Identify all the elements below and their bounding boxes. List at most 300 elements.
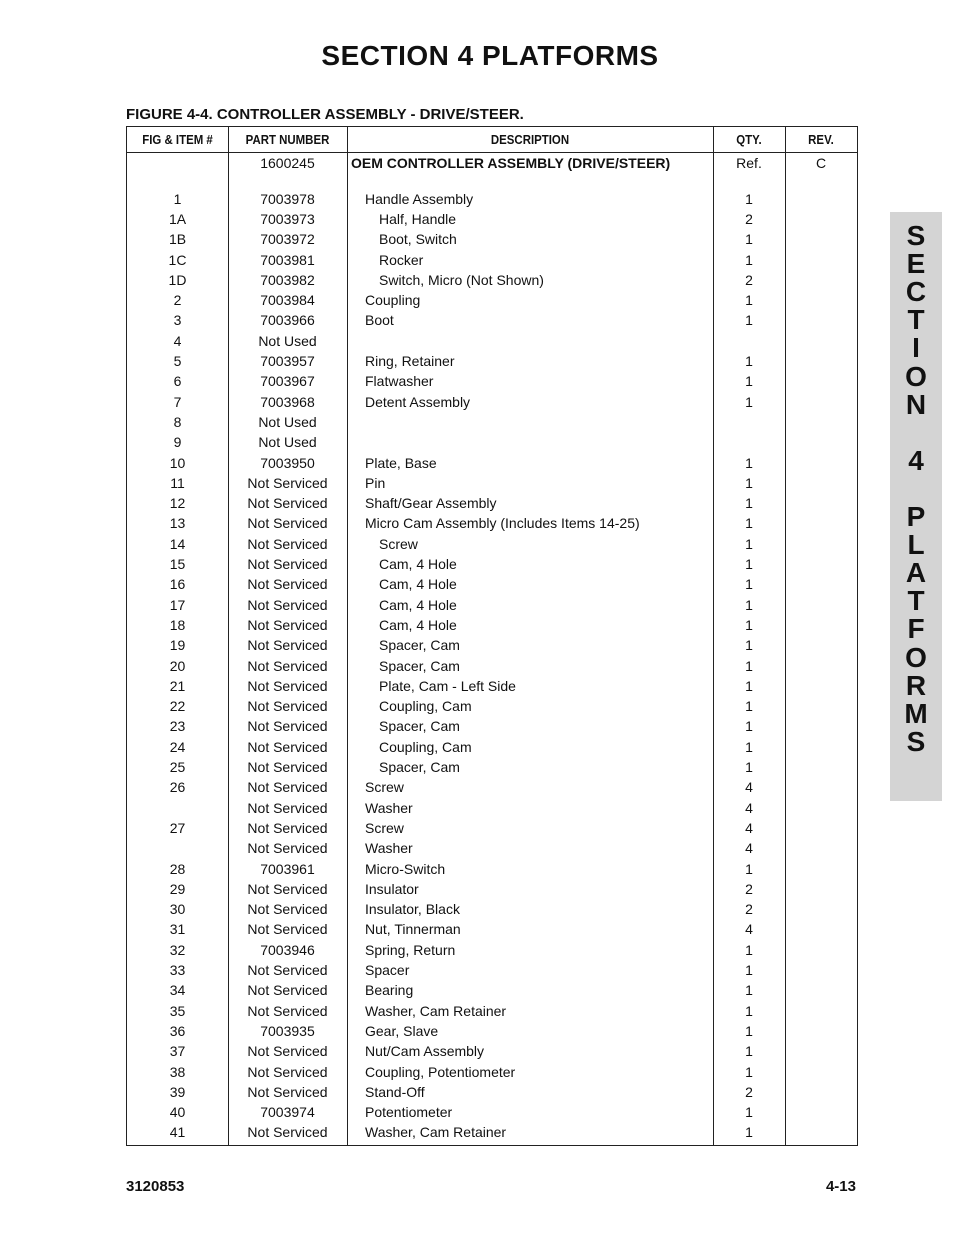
cell-part-number: Not Serviced (247, 698, 328, 715)
side-tab-letter: S (906, 220, 926, 251)
cell-rev (785, 838, 857, 858)
cell-rev (785, 818, 857, 838)
table-row (127, 716, 857, 736)
cell-fig-item: 6 (173, 373, 182, 390)
table-row (127, 940, 857, 960)
cell-part-number: Not Serviced (247, 495, 328, 512)
cell-part-number: Not Used (258, 413, 317, 430)
cell-description: OEM CONTROLLER ASSEMBLY (DRIVE/STEER) (351, 155, 671, 171)
cell-rev (785, 250, 857, 270)
cell-qty: 1 (745, 292, 753, 309)
header-part-number: PART NUMBER (245, 132, 330, 147)
table-row (127, 798, 857, 818)
table-row (127, 1001, 857, 1021)
table-row (127, 1102, 857, 1122)
cell-description (347, 412, 731, 432)
cell-part-number: Not Used (258, 434, 317, 451)
table-row (127, 737, 857, 757)
cell-description: Cam, 4 Hole (379, 556, 457, 572)
table-row (127, 473, 857, 493)
cell-description: Boot, Switch (379, 231, 457, 248)
parts-table (126, 126, 858, 1146)
cell-part-number: Not Serviced (247, 819, 328, 836)
cell-part-number: Not Serviced (247, 759, 328, 775)
cell-qty (713, 331, 785, 351)
cell-fig-item: 25 (169, 759, 186, 775)
cell-description: Screw (379, 535, 418, 552)
cell-description (347, 331, 731, 351)
cell-rev (785, 493, 857, 513)
table-row (127, 290, 857, 310)
cell-fig-item: 12 (169, 495, 186, 512)
cell-part-number: 7003950 (260, 454, 315, 471)
cell-rev (785, 656, 857, 676)
cell-part-number: Not Serviced (247, 1043, 328, 1060)
cell-rev (785, 798, 857, 818)
cell-fig-item: 20 (169, 657, 186, 674)
table-row (127, 1021, 857, 1041)
header-rev: REV. (808, 132, 834, 147)
side-tab-letter: N (905, 388, 927, 420)
cell-rev (785, 757, 857, 777)
cell-part-number: 7003935 (260, 1022, 315, 1039)
cell-part-number: 7003957 (260, 353, 315, 369)
table-row (127, 879, 857, 899)
page-title: SECTION 4 PLATFORMS (321, 40, 659, 71)
cell-description: Nut/Cam Assembly (365, 1043, 485, 1060)
cell-fig-item: 15 (169, 556, 186, 572)
cell-part-number: 7003967 (260, 373, 315, 390)
cell-qty: 1 (745, 231, 753, 248)
cell-part-number: 7003972 (260, 231, 315, 248)
cell-description: Handle Assembly (365, 190, 474, 207)
cell-description: Cam, 4 Hole (379, 616, 457, 633)
cell-rev (785, 595, 857, 615)
cell-part-number: 7003974 (260, 1104, 315, 1121)
cell-fig-item: 4 (173, 332, 182, 349)
cell-part-number: Not Serviced (247, 616, 328, 633)
table-row (127, 392, 857, 412)
cell-part-number: Not Serviced (247, 840, 328, 857)
cell-fig-item: 39 (169, 1083, 186, 1100)
cell-description: Plate, Base (365, 454, 437, 471)
cell-fig-item: 1B (168, 231, 187, 248)
cell-description: Ring, Retainer (365, 353, 455, 369)
cell-qty: 1 (745, 312, 753, 329)
cell-fig-item: 38 (169, 1063, 186, 1080)
cell-qty: 1 (745, 982, 753, 999)
cell-description: Spacer, Cam (379, 718, 460, 735)
cell-qty: 4 (745, 840, 753, 857)
cell-rev (785, 270, 857, 290)
cell-part-number: 7003966 (260, 312, 315, 329)
cell-qty: 1 (745, 1022, 753, 1039)
cell-rev (785, 453, 857, 473)
cell-description: Plate, Cam - Left Side (379, 677, 516, 694)
cell-description: Rocker (379, 251, 424, 268)
side-tab-letter: T (907, 585, 925, 617)
cell-qty: 1 (745, 190, 753, 207)
cell-qty: 1 (745, 393, 753, 410)
cell-rev (785, 371, 857, 391)
cell-rev (785, 229, 857, 249)
cell-description: Screw (365, 779, 404, 796)
cell-part-number: 7003968 (260, 393, 315, 410)
table-row (127, 331, 857, 351)
cell-description: Gear, Slave (365, 1022, 439, 1039)
table-row (127, 818, 857, 838)
cell-rev (785, 1041, 857, 1061)
cell-part-number: Not Serviced (247, 880, 328, 897)
cell-rev (785, 351, 857, 371)
table-row (127, 1062, 857, 1082)
table-row (127, 351, 857, 371)
cell-fig-item: 16 (169, 576, 186, 593)
cell-fig-item: 37 (169, 1043, 186, 1060)
side-tab-letter: I (912, 332, 920, 364)
cell-rev (785, 331, 857, 351)
cell-qty: 1 (745, 860, 753, 877)
cell-fig-item: 14 (169, 535, 186, 552)
cell-rev (785, 473, 857, 493)
cell-rev (785, 777, 857, 797)
side-tab-letter: A (905, 557, 927, 589)
cell-rev (785, 716, 857, 736)
cell-part-number: 7003961 (260, 860, 315, 877)
cell-description: Switch, Micro (Not Shown) (379, 271, 544, 288)
table-row (127, 696, 857, 716)
cell-fig-item (127, 798, 228, 818)
cell-description: Washer (365, 840, 413, 857)
cell-rev (785, 392, 857, 412)
cell-qty: 1 (745, 657, 753, 674)
cell-qty: 1 (745, 251, 753, 268)
cell-qty: 2 (745, 1083, 753, 1100)
cell-rev (785, 554, 857, 574)
cell-fig-item: 22 (169, 698, 186, 715)
cell-rev (785, 899, 857, 919)
cell-fig-item: 11 (170, 474, 185, 491)
cell-part-number: 7003946 (260, 941, 315, 958)
cell-fig-item: 9 (173, 434, 182, 451)
cell-qty: 1 (745, 556, 753, 572)
cell-fig-item: 23 (169, 718, 186, 735)
cell-rev (785, 879, 857, 899)
cell-description: Spacer, Cam (379, 657, 460, 674)
figure-caption: FIGURE 4-4. CONTROLLER ASSEMBLY - DRIVE/STEER. (126, 106, 524, 123)
cell-part-number: 7003982 (260, 271, 315, 288)
document-number: 3120853 (126, 1178, 185, 1195)
cell-part-number: Not Serviced (247, 677, 328, 694)
cell-description: Screw (365, 819, 404, 836)
cell-qty (713, 412, 785, 432)
cell-qty: 1 (745, 596, 753, 613)
side-tab-letter: 4 (908, 444, 924, 476)
cell-description: Washer, Cam Retainer (365, 1002, 507, 1019)
side-tab-letter: S (906, 725, 926, 757)
cell-qty: 1 (745, 515, 753, 532)
cell-description: Detent Assembly (365, 393, 471, 410)
cell-rev (785, 513, 857, 533)
cell-fig-item: 2 (173, 292, 182, 309)
section-side-tab (890, 212, 942, 801)
cell-qty: 1 (745, 718, 753, 735)
cell-qty: 1 (745, 637, 753, 654)
cell-rev (785, 1082, 857, 1102)
table-row (127, 432, 857, 452)
cell-fig-item: 24 (169, 738, 186, 755)
cell-qty: 1 (745, 1002, 753, 1019)
header-description: DESCRIPTION (490, 132, 570, 147)
table-row (127, 960, 857, 980)
table-row (127, 453, 857, 473)
cell-part-number: 1600245 (260, 155, 315, 171)
cell-description: Insulator, Black (365, 901, 460, 918)
cell-part-number: Not Serviced (247, 921, 328, 938)
cell-qty: 1 (745, 373, 753, 390)
table-row (127, 859, 857, 879)
cell-rev: C (815, 155, 827, 171)
table-row (127, 919, 857, 939)
table-row (127, 513, 857, 533)
cell-rev (785, 919, 857, 939)
cell-qty: 1 (745, 535, 753, 552)
cell-fig-item: 40 (169, 1104, 186, 1121)
cell-fig-item (127, 838, 228, 858)
table-row (127, 1041, 857, 1061)
table-header (127, 127, 857, 153)
page-number: 4-13 (825, 1178, 856, 1195)
table-row (127, 595, 857, 615)
cell-description: Flatwasher (365, 373, 434, 390)
cell-part-number: Not Serviced (247, 474, 328, 491)
cell-part-number: Not Serviced (247, 982, 328, 999)
side-tab-letter: L (907, 529, 925, 561)
cell-fig-item: 28 (169, 860, 186, 877)
cell-description: Spacer (365, 962, 410, 978)
cell-description (347, 432, 731, 452)
table-row (127, 757, 857, 777)
cell-qty: 1 (745, 941, 753, 958)
cell-qty: 2 (745, 901, 753, 918)
cell-part-number: Not Serviced (247, 576, 328, 593)
table-row (127, 777, 857, 797)
cell-qty: 1 (745, 759, 753, 775)
side-tab-letter: E (906, 248, 926, 280)
cell-qty: 4 (745, 921, 753, 938)
table-row (127, 615, 857, 635)
cell-rev (785, 696, 857, 716)
header-qty: QTY. (736, 132, 762, 147)
cell-rev (785, 290, 857, 310)
cell-part-number: Not Serviced (247, 1124, 328, 1141)
cell-description: Pin (365, 474, 386, 491)
cell-part-number: Not Serviced (247, 1002, 328, 1019)
cell-part-number: Not Serviced (247, 637, 328, 654)
cell-fig-item: 29 (169, 880, 186, 897)
table-row (127, 229, 857, 249)
cell-rev (785, 412, 857, 432)
cell-description: Coupling, Cam (379, 698, 472, 715)
cell-rev (785, 1001, 857, 1021)
cell-qty: 1 (745, 1063, 753, 1080)
cell-part-number: Not Serviced (247, 596, 328, 613)
cell-qty: 1 (745, 677, 753, 694)
cell-part-number: Not Serviced (247, 657, 328, 674)
cell-fig-item: 13 (169, 515, 186, 532)
cell-fig-item: 1 (173, 190, 182, 207)
cell-fig-item: 7 (173, 393, 182, 410)
cell-description: Potentiometer (365, 1104, 453, 1121)
cell-part-number: Not Used (258, 332, 317, 349)
cell-fig-item: 18 (169, 616, 186, 633)
side-tab-letter: M (904, 697, 928, 729)
cell-qty: 1 (745, 962, 753, 978)
cell-fig-item: 3 (173, 312, 182, 329)
table-row (127, 153, 857, 173)
cell-description: Micro Cam Assembly (Includes Items 14-25) (365, 515, 640, 532)
table-row (127, 189, 857, 209)
table-row (127, 209, 857, 229)
table-row (127, 574, 857, 594)
cell-rev (785, 737, 857, 757)
cell-qty: 1 (745, 576, 753, 593)
table-row (127, 554, 857, 574)
cell-fig-item: 32 (169, 941, 186, 958)
cell-qty: 1 (745, 698, 753, 715)
cell-part-number: Not Serviced (247, 962, 328, 978)
cell-part-number: Not Serviced (247, 515, 328, 532)
cell-qty: 2 (745, 271, 753, 288)
table-row (127, 371, 857, 391)
table-row (127, 534, 857, 554)
cell-rev (785, 676, 857, 696)
cell-rev (785, 189, 857, 209)
cell-rev (785, 980, 857, 1000)
cell-part-number: Not Serviced (247, 718, 328, 735)
cell-description: Cam, 4 Hole (379, 596, 457, 613)
side-tab-letter: F (907, 613, 925, 645)
cell-qty: 1 (745, 353, 753, 369)
cell-fig-item: 34 (169, 982, 186, 999)
cell-rev (785, 635, 857, 655)
table-row (127, 310, 857, 330)
cell-description: Coupling (365, 292, 421, 309)
table-row (127, 270, 857, 290)
cell-fig-item: 27 (169, 819, 186, 836)
cell-qty: 4 (745, 819, 753, 836)
cell-description: Stand-Off (365, 1083, 425, 1100)
cell-rev (785, 940, 857, 960)
table-row (127, 656, 857, 676)
cell-qty: 4 (745, 799, 753, 816)
cell-qty: 1 (745, 454, 753, 471)
table-row (127, 899, 857, 919)
cell-description: Spacer, Cam (379, 759, 460, 775)
side-tab-letter: P (906, 501, 926, 532)
cell-description: Washer, Cam Retainer (365, 1124, 507, 1141)
cell-part-number: Not Serviced (247, 738, 328, 755)
cell-qty: 1 (745, 1104, 753, 1121)
side-tab-letter: O (905, 641, 927, 673)
cell-description: Cam, 4 Hole (379, 576, 457, 593)
cell-rev (785, 1122, 857, 1142)
cell-description: Coupling, Potentiometer (365, 1063, 516, 1080)
table-row (127, 250, 857, 270)
cell-part-number: Not Serviced (247, 535, 328, 552)
side-tab-letter: C (905, 276, 927, 308)
cell-fig-item: 26 (169, 779, 186, 796)
table-row (127, 980, 857, 1000)
cell-qty: 1 (745, 495, 753, 512)
cell-qty: 1 (745, 616, 753, 633)
cell-rev (785, 1021, 857, 1041)
cell-rev (785, 1102, 857, 1122)
cell-description: Half, Handle (379, 210, 457, 227)
cell-fig-item: 33 (169, 962, 186, 978)
cell-fig-item: 1D (168, 271, 187, 288)
cell-description: Bearing (365, 982, 414, 999)
table-row (127, 635, 857, 655)
cell-fig-item: 36 (169, 1022, 186, 1039)
cell-qty: 2 (745, 210, 753, 227)
cell-fig-item: 1A (168, 210, 187, 227)
cell-qty (713, 432, 785, 452)
cell-fig-item: 35 (169, 1002, 186, 1019)
cell-fig-item: 21 (169, 677, 186, 694)
cell-rev (785, 615, 857, 635)
cell-fig-item: 1C (168, 251, 187, 268)
cell-qty: 4 (745, 779, 753, 796)
cell-description: Insulator (365, 880, 419, 897)
cell-part-number: Not Serviced (247, 556, 328, 572)
cell-part-number: 7003978 (260, 190, 315, 207)
side-tab-letter: R (905, 669, 927, 701)
cell-rev (785, 960, 857, 980)
table-row (127, 1122, 857, 1142)
cell-qty: 1 (745, 1043, 753, 1060)
table-row (127, 493, 857, 513)
cell-fig-item: 8 (173, 413, 182, 430)
cell-rev (785, 310, 857, 330)
cell-fig-item (127, 153, 228, 173)
cell-description: Shaft/Gear Assembly (365, 495, 497, 512)
cell-part-number: Not Serviced (247, 779, 328, 796)
cell-part-number: Not Serviced (247, 799, 328, 816)
cell-qty: 1 (745, 474, 753, 491)
table-row (127, 838, 857, 858)
cell-description: Nut, Tinnerman (365, 921, 461, 938)
side-tab-letter: O (905, 360, 927, 392)
cell-qty: 1 (745, 738, 753, 755)
cell-qty: Ref. (736, 155, 762, 171)
cell-part-number: 7003973 (260, 210, 315, 227)
cell-rev (785, 1062, 857, 1082)
cell-fig-item: 31 (169, 921, 186, 938)
cell-part-number: Not Serviced (247, 1063, 328, 1080)
cell-fig-item: 30 (169, 901, 186, 918)
cell-description: Washer (365, 799, 413, 816)
cell-rev (785, 209, 857, 229)
cell-rev (785, 574, 857, 594)
table-row (127, 1082, 857, 1102)
cell-part-number: Not Serviced (247, 901, 328, 918)
cell-fig-item: 19 (169, 637, 186, 654)
cell-part-number: Not Serviced (247, 1083, 328, 1100)
cell-fig-item: 10 (169, 454, 186, 471)
table-row (127, 412, 857, 432)
header-fig-item: FIG & ITEM # (142, 132, 213, 147)
